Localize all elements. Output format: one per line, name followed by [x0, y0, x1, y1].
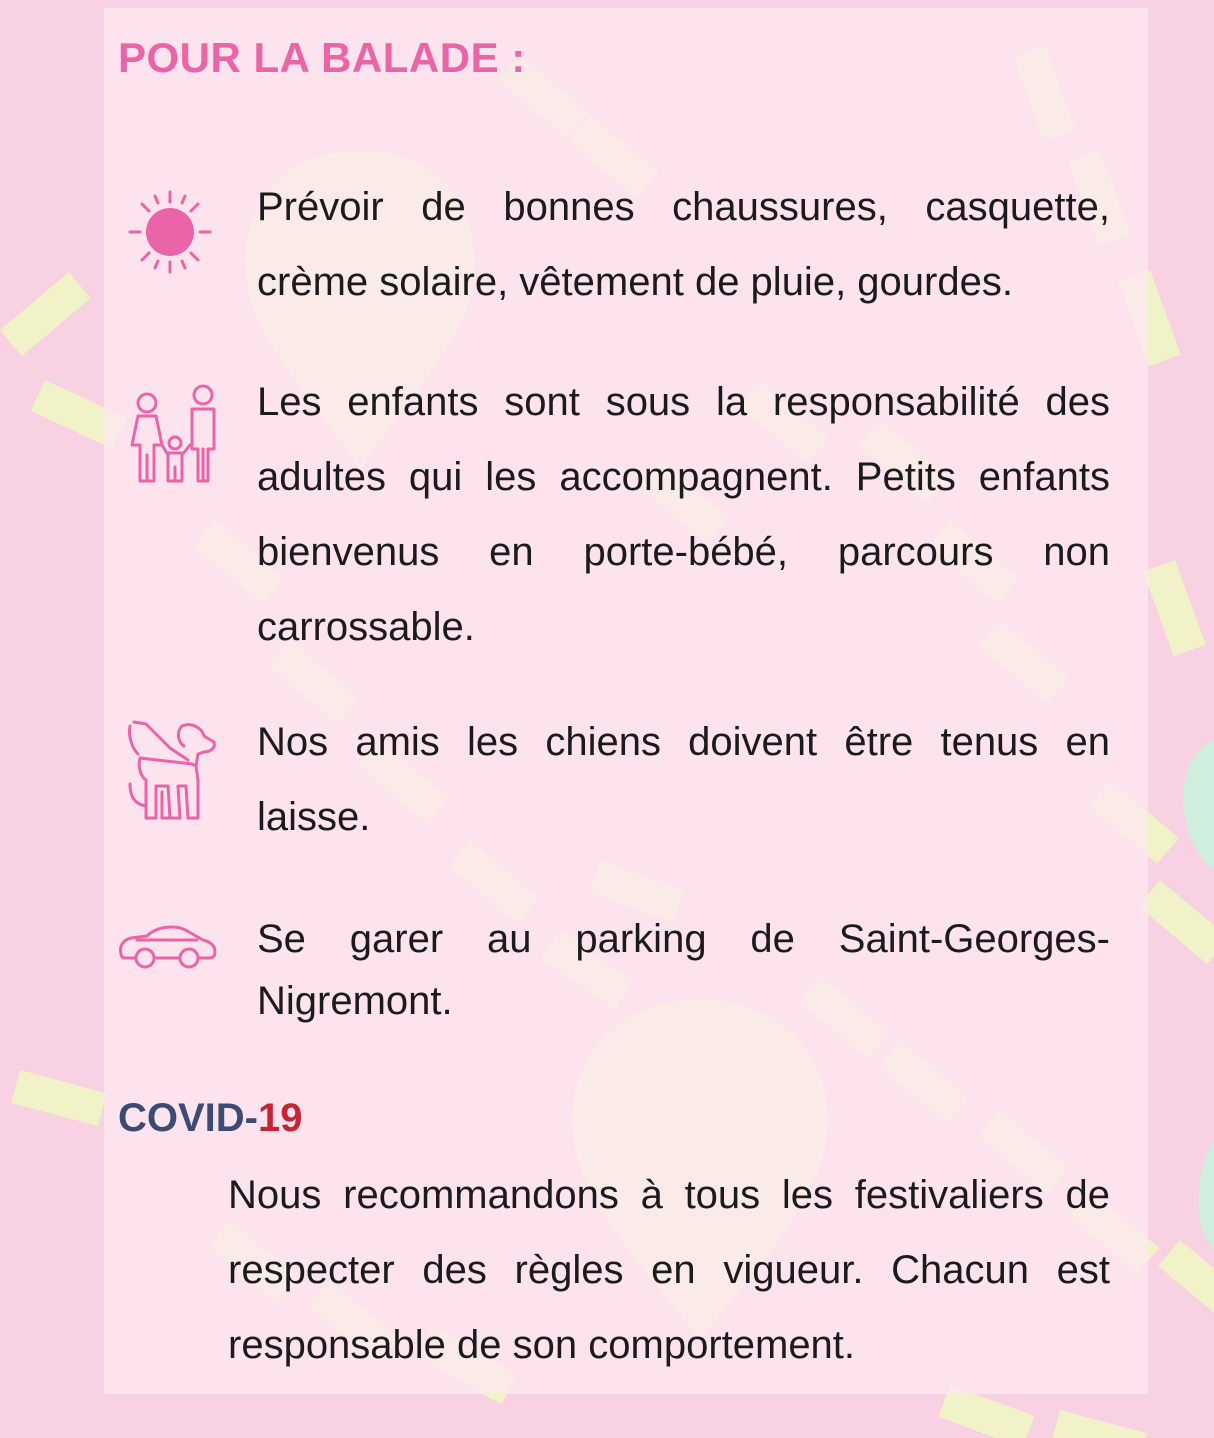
- section-heading: POUR LA BALADE :: [118, 34, 526, 81]
- covid-heading-number: 19: [258, 1096, 303, 1140]
- side-decoration: [1196, 1140, 1214, 1250]
- sun-icon: [128, 190, 212, 274]
- side-decoration: [1180, 740, 1214, 870]
- car-icon: [117, 920, 219, 972]
- dog-on-leash-icon: [126, 720, 218, 824]
- covid-heading: [118, 1096, 303, 1141]
- item-text-dogs: Nos amis les chiens doivent être tenus en laisse.: [257, 720, 1110, 839]
- covid-heading-word: COVID-: [118, 1096, 258, 1140]
- family-icon: [128, 383, 220, 487]
- item-text-children: Les enfants sont sous la responsabilité des adultes qui les accompagnent. Petits enfants bienvenus en porte-bébé, parcours non carrossable.: [257, 380, 1110, 649]
- item-text-parking: Se garer au parking de Saint-Georges-Nigremont.: [257, 917, 1110, 1023]
- item-text-equipment: Prévoir de bonnes chaussures, casquette, crème solaire, vêtement de pluie, gourdes.: [257, 185, 1110, 304]
- covid-text: Nous recommandons à tous les festivaliers de respecter des règles en vigueur. Chacun est responsable de son comportement.: [228, 1173, 1110, 1367]
